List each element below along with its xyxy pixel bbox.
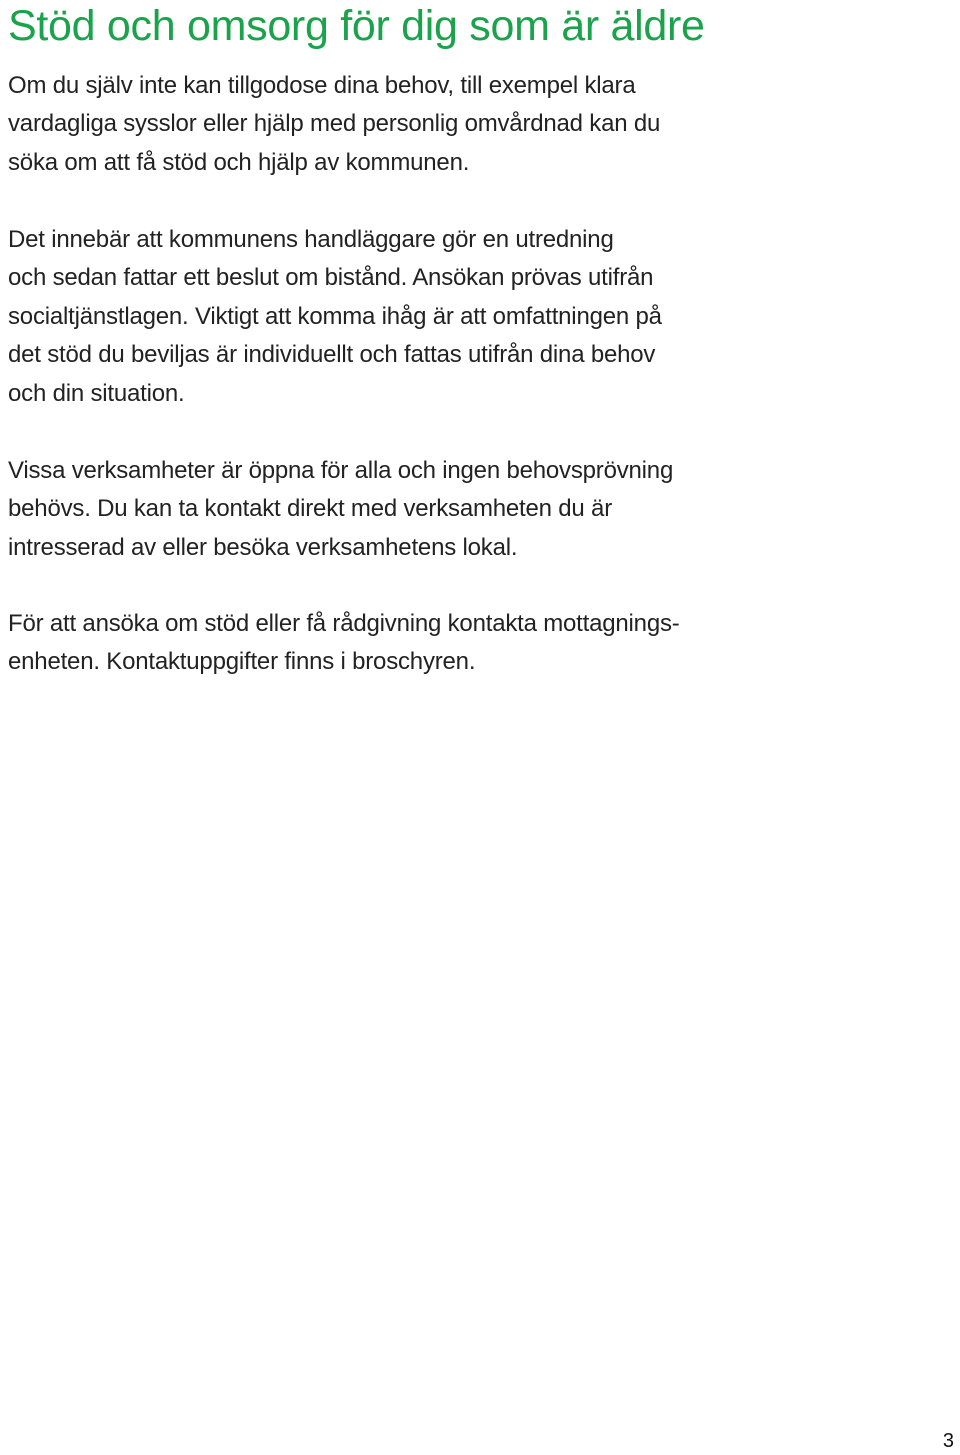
paragraph-line: intresserad av eller besöka verksamhetens lokal. bbox=[8, 533, 518, 561]
paragraph-line: behövs. Du kan ta kontakt direkt med verksamheten du är bbox=[8, 495, 612, 523]
paragraph-line: Vissa verksamheter är öppna för alla och ingen behovsprövning bbox=[8, 457, 674, 484]
page-number: 3 bbox=[942, 1430, 954, 1452]
paragraph-line: Det innebär att kommunens handläggare gör en utredning bbox=[8, 226, 614, 253]
paragraph-assessment bbox=[8, 221, 662, 413]
paragraph-line: det stöd du beviljas är individuellt och fattas utifrån dina behov bbox=[8, 341, 656, 369]
page-title: Stöd och omsorg för dig som är äldre bbox=[8, 2, 705, 50]
paragraph-contact bbox=[8, 605, 680, 682]
paragraph-line: Om du själv inte kan tillgodose dina behov, till exempel klara bbox=[8, 72, 636, 99]
paragraph-line: För att ansöka om stöd eller få rådgivning kontakta mottagnings- bbox=[8, 610, 680, 637]
paragraph-open-activities bbox=[8, 452, 673, 567]
paragraph-line: och din situation. bbox=[8, 379, 185, 407]
paragraph-line: och sedan fattar ett beslut om bistånd. Ansökan prövas utifrån bbox=[8, 264, 654, 292]
paragraph-line: söka om att få stöd och hjälp av kommunen. bbox=[8, 148, 470, 176]
paragraph-line: vardagliga sysslor eller hjälp med personlig omvårdnad kan du bbox=[8, 110, 661, 138]
paragraph-intro bbox=[8, 67, 660, 182]
paragraph-line: enheten. Kontaktuppgifter finns i broschyren. bbox=[8, 648, 476, 676]
paragraph-line: socialtjänstlagen. Viktigt att komma ihåg är att omfattningen på bbox=[8, 302, 662, 330]
